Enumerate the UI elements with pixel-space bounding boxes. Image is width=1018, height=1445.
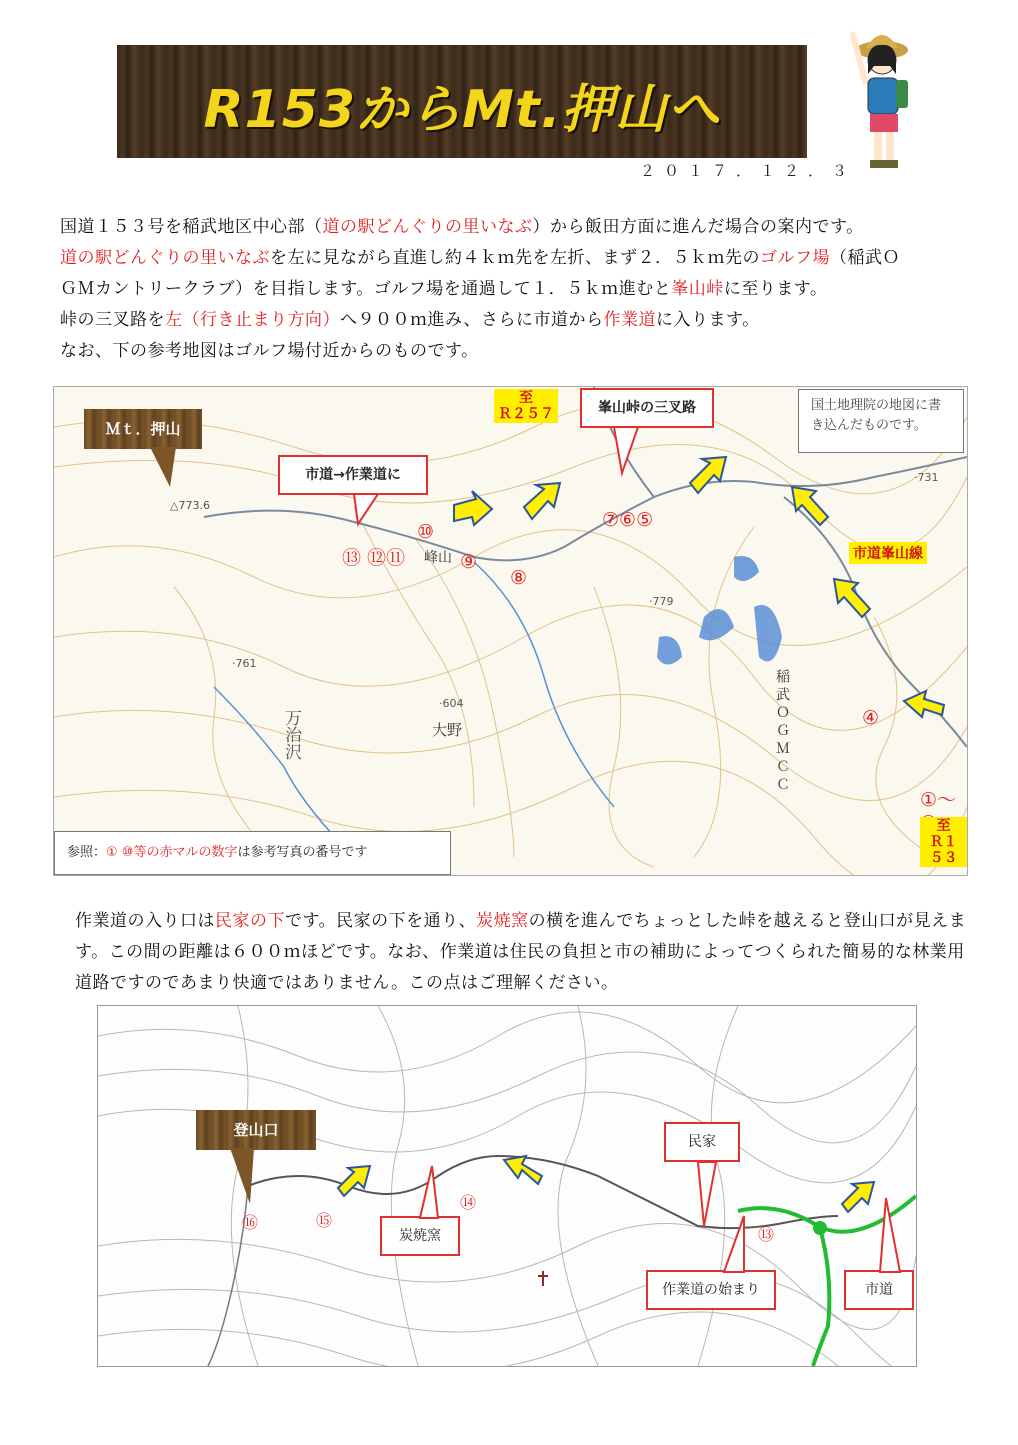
elevation-label: ·761 — [232, 657, 257, 670]
intro-paragraph — [60, 212, 980, 367]
place-manjisawa: 万治沢 — [281, 709, 301, 760]
work-road-paragraph: 作業道の入り口は民家の下です。民家の下を通り、炭焼窯の横を進んでちょっとした峠を越えると登山口が見えます。この間の距離は６００ｍほどです。なお、作業道は住民の負担と市の補助によってつくられた簡易的な林業用道路ですのであまり快適ではありません。この点はご理解ください。 — [75, 911, 967, 993]
callout-junction: 峯山峠の三叉路 — [580, 388, 714, 428]
route-arrow — [904, 691, 944, 717]
page-title: R153からMt.押山へ — [203, 80, 721, 140]
golf-course-label: 稲武ＯＧＭＣＣ — [774, 669, 790, 795]
to-r257-label: 至 Ｒ２５７ — [494, 389, 558, 423]
elevation-label: ·604 — [439, 697, 464, 710]
intro-line-5: なお、下の参考地図はゴルフ場付近からのものです。 — [60, 341, 479, 361]
route-arrow — [524, 483, 560, 519]
place-mineyama: 峰山 — [424, 550, 452, 566]
date: ２０１７．１２．３ — [640, 162, 857, 180]
callout-city-road: 市道 — [844, 1270, 914, 1310]
route-arrows-detail — [98, 1006, 916, 1366]
route-map-overview — [53, 386, 968, 876]
place-ono: 大野 — [432, 721, 463, 739]
photo-numbers-11-13: ⑬ ⑫⑪ — [342, 547, 406, 569]
intro-line-2: 道の駅どんぐりの里いなぶを左に見ながら直進し約４ｋｍ先を左折、まず２．５ｋｍ先のゴルフ場（稲武Ｏ — [60, 248, 900, 268]
photo-numbers-5-7: ⑦⑥⑤ — [602, 509, 654, 531]
intro-line-3: ＧＭカントリークラブ）を目指します。ゴルフ場を通過して１．５ｋｍ進むと峯山峠に至ります。 — [60, 279, 828, 299]
route-arrow — [834, 579, 870, 617]
route-arrow — [504, 1156, 542, 1184]
reference-note: 参照：① ⑩等の赤マルの数字は参考写真の番号です — [54, 831, 451, 875]
to-r153-label: 至 Ｒ１５３ — [920, 817, 967, 867]
route-arrow — [842, 1182, 874, 1212]
photo-number-4: ④ — [862, 707, 880, 729]
photo-number-13: ⑬ — [758, 1225, 775, 1244]
elevation-label: ·779 — [649, 595, 674, 608]
photo-number-8: ⑧ — [510, 567, 528, 589]
callout-city-to-work-road: 市道→作業道に — [278, 455, 428, 495]
intro-line-1: 国道１５３号を稲武地区中心部（道の駅どんぐりの里いなぶ）から飯田方面に進んだ場合の案内です。 — [60, 217, 864, 237]
trailhead-sign: 登山口 — [196, 1110, 316, 1150]
hiker-illustration — [840, 18, 920, 178]
route-arrow — [690, 457, 726, 493]
photo-numbers-1-3: ①～ — [920, 789, 957, 811]
photo-number-16: ⑯ — [242, 1213, 259, 1232]
intro-line-4: 峠の三叉路を左（行き止まり方向）へ９００ｍ進み、さらに市道から作業道に入ります。 — [60, 310, 760, 330]
road-name-label: 市道峯山線 — [849, 542, 927, 564]
photo-number-15: ⑮ — [316, 1211, 333, 1230]
elevation-label: ·731 — [914, 471, 939, 484]
peak-sign-mt-oshiyama: Ｍｔ．押山 — [84, 409, 202, 449]
callout-work-road-start: 作業道の始まり — [646, 1270, 776, 1310]
photo-number-9: ⑨ — [460, 551, 478, 573]
photo-number-14: ⑭ — [460, 1193, 477, 1212]
callout-kiln: 炭焼窯 — [380, 1216, 460, 1256]
route-arrows — [54, 387, 967, 875]
route-map-detail — [97, 1005, 917, 1367]
route-arrow — [454, 491, 492, 525]
source-note: 国土地理院の地図に書き込んだものです。 — [798, 389, 964, 453]
route-arrow — [792, 487, 828, 525]
photo-number-10: ⑩ — [417, 521, 435, 543]
route-arrow — [338, 1166, 370, 1196]
elevation-label: △773.6 — [170, 499, 210, 512]
title-banner — [117, 45, 807, 158]
callout-house: 民家 — [664, 1122, 740, 1162]
